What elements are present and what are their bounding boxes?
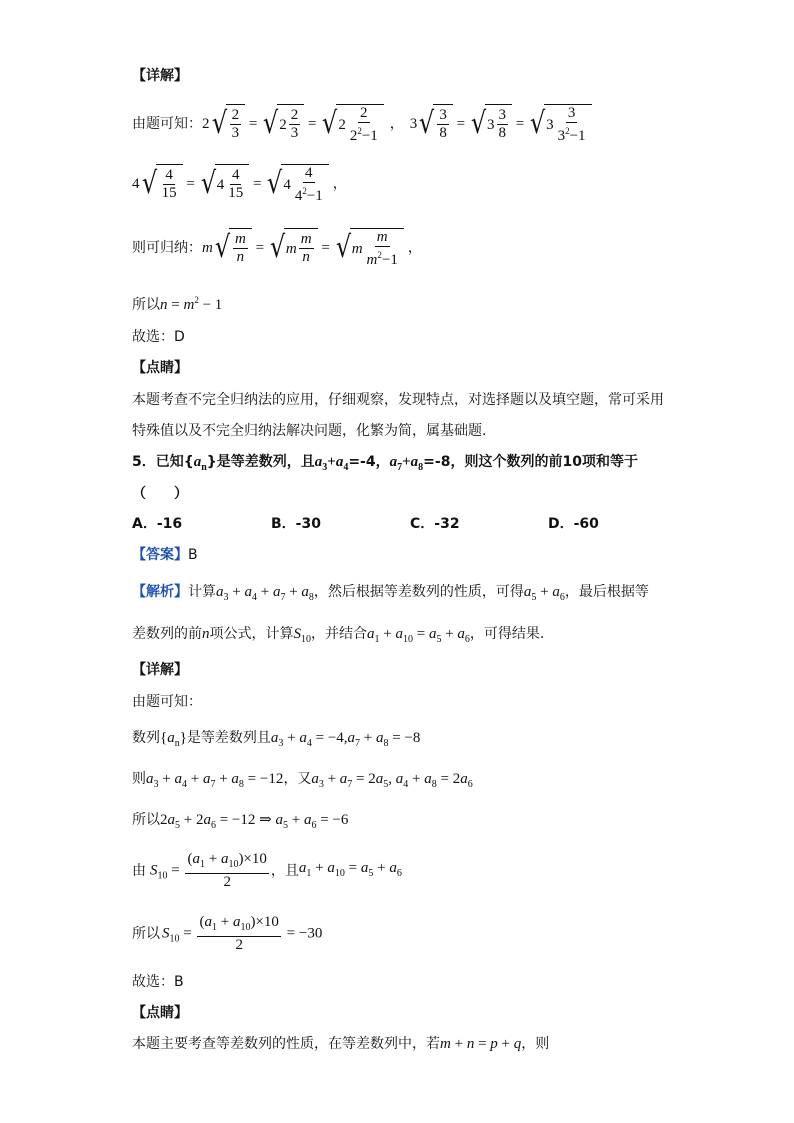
section-comment-1: 【点睛】 xyxy=(132,360,188,376)
formula-general: m √ $\frac{m}{n}$ = √ m $\frac{m}{n}$ = √ m $\frac{m}{m^2-1}$ xyxy=(202,228,404,269)
result-line xyxy=(132,290,222,315)
q5-end: 项和等于 xyxy=(581,454,638,470)
answer-value: B xyxy=(188,547,198,563)
formula-line-1: 由题可知： 2 √ $\frac{2}{3}$ = √ 2 $\frac{2}{3}$ = √ 2 $\frac{2}{2^2-1}$ ， 3 √ $\frac{3}{8}$ = √ 3 $\frac{3}{8}$ = √ 3 $\frac{3}{3^2-1}$ xyxy=(132,104,592,144)
q5-eq1: =-4， xyxy=(348,454,390,470)
section-comment-2: 【点睛】 xyxy=(132,1005,188,1021)
option-a: A．-16 xyxy=(132,516,183,532)
q5-eq2: =-8，则这个数列的前 xyxy=(423,454,563,470)
then-line: 则$a_3 + a_4 + a_7 + a_8 = -12$，又$a_3 + a_7 = 2a_5$, $a_4 + a_8 = 2a_6$ xyxy=(132,771,473,790)
q5-num: 10 xyxy=(562,454,582,470)
answer-label: 【答案】 xyxy=(132,547,188,563)
section-detail-2: 【详解】 xyxy=(132,662,188,678)
option-b: B．-30 xyxy=(271,516,321,532)
comment1-line1: 本题考查不完全归纳法的应用，仔细观察，发现特点，对选择题以及填空题，常可采用 xyxy=(132,392,664,408)
choose-b: 故选：B xyxy=(132,974,184,990)
q5-paren: （ ） xyxy=(132,486,188,502)
analysis-label: 【解析】 xyxy=(132,584,188,600)
formula-2-sqrt: 2 √ $\frac{2}{3}$ = √ 2 $\frac{2}{3}$ = √ 2 $\frac{2}{2^2-1}$ xyxy=(202,104,384,145)
seq-line: 数列$\{a_n\}$是等差数列且$a_3 + a_4 = -4,a_7 + a_8 = -8$ xyxy=(132,730,421,749)
from-problem-label: 由题可知： xyxy=(132,116,202,132)
comment2-line: 本题主要考查等差数列的性质，在等差数列中，若m + n = p + q，则 xyxy=(132,1036,550,1052)
induction-label: 则可归纳： xyxy=(132,240,202,256)
section-detail-1: 【详解】 xyxy=(132,68,188,84)
formula-line-2: 4 √ $\frac{4}{15}$ = √ 4 $\frac{4}{15}$ = √ 4 $\frac{4}{4^2-1}$ ， xyxy=(132,164,347,204)
option-c: C．-32 xyxy=(410,516,460,532)
choose-d: 故选：D xyxy=(132,329,185,345)
formula-line-3: 则可归纳： m √ $\frac{m}{n}$ = √ m $\frac{m}{n}$ = √ m $\frac{m}{m^2-1}$ ， xyxy=(132,228,422,268)
formula-3-sqrt: 3 √ $\frac{3}{8}$ = √ 3 $\frac{3}{8}$ = √ 3 $\frac{3}{3^2-1}$ xyxy=(410,104,592,145)
so-label: 所以 xyxy=(132,297,160,313)
question-5: 5．已知$\{a_n\}$是等差数列，且$a_3+a_4=-4$，$a_7+a_8=-8$，则这个数列的前10项和等于 xyxy=(132,454,638,473)
formula-4-sqrt: 4 √ $\frac{4}{15}$ = √ 4 $\frac{4}{15}$ = √ 4 $\frac{4}{4^2-1}$ xyxy=(132,164,329,205)
result-formula: $n = m^2 - 1$ xyxy=(160,295,223,313)
q5-mid1: }是等差数列，且 xyxy=(206,454,315,470)
by-line: 由 $S_{10}$ = $\frac{(a_1 + a_{10})\times 10}{2}$ ，且 $a_1 + a_{10} = a_5 + a_6$ xyxy=(132,851,402,890)
comment1-line2: 特殊值以及不完全归纳法解决问题，化繁为简，属基础题. xyxy=(132,423,487,439)
answer-line xyxy=(132,545,198,565)
analysis-line-1: 【解析】计算$a_3 + a_4 + a_7 + a_8$，然后根据等差数列的性质，可得$a_5 + a_6$，最后根据等 xyxy=(132,584,649,603)
option-d: D．-60 xyxy=(548,516,599,532)
so-line-2: 所以$2a_5 + 2a_6 = -12$ ⇒ $a_5 + a_6 = -6$ xyxy=(132,812,349,831)
analysis-line-2: 差数列的前n项公式，计算$S_{10}$，并结合$a_1 + a_{10} = a_5 + a_6$，可得结果. xyxy=(132,626,545,645)
q5-prefix: 5．已知{ xyxy=(132,454,194,470)
from-problem-2: 由题可知： xyxy=(132,694,202,710)
so-line-3: 所以 $S_{10}$ = $\frac{(a_1 + a_{10})\times 10}{2}$ = −30 xyxy=(132,914,323,953)
